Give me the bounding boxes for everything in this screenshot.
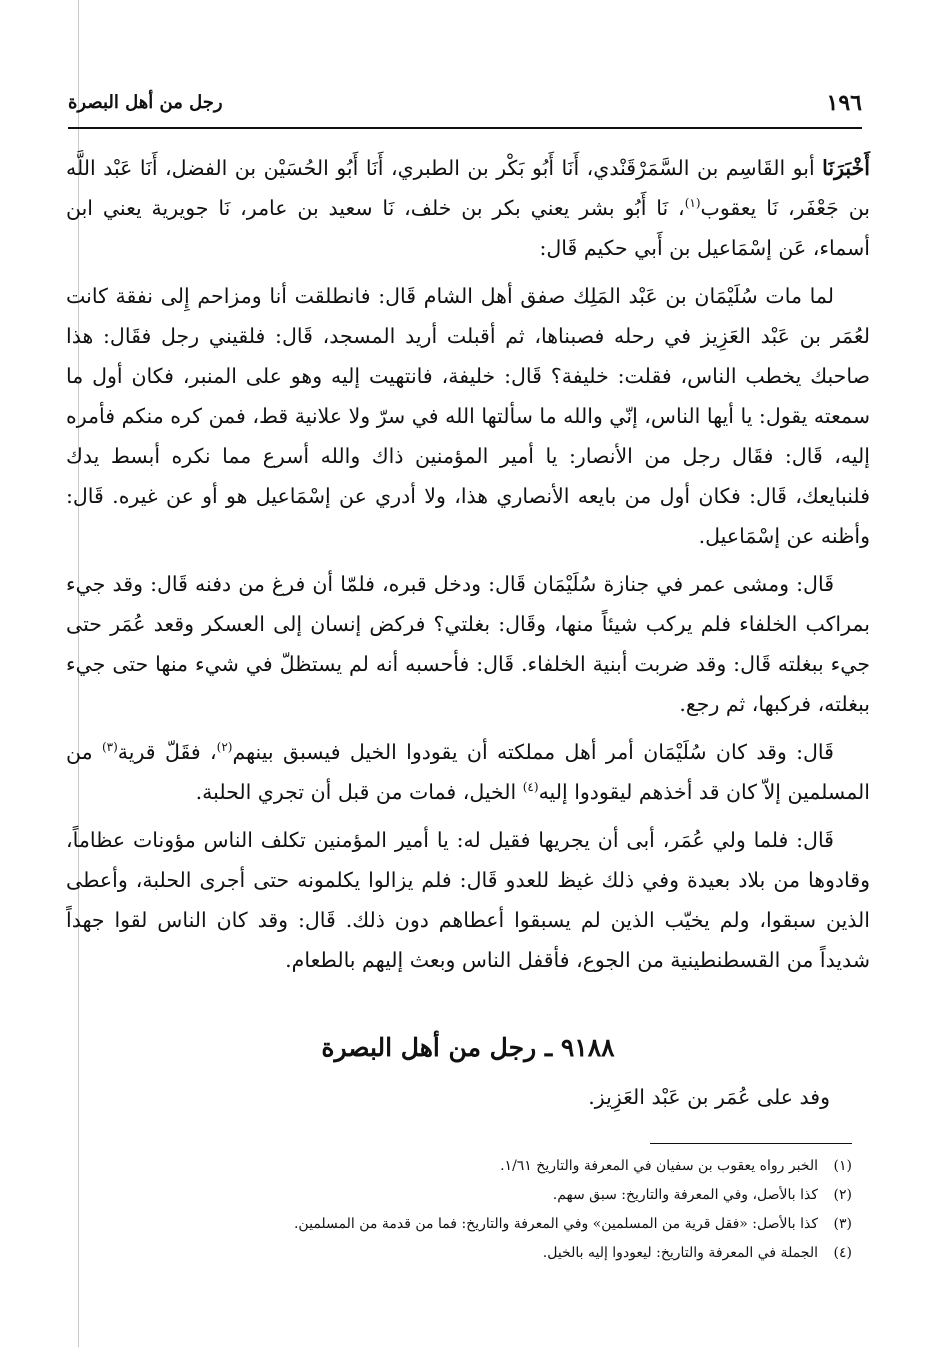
footnote-text: كذا بالأصل، وفي المعرفة والتاريخ: سبق سهم. <box>552 1187 818 1203</box>
footnote-number: (٣) <box>833 1216 852 1232</box>
paragraph-4 <box>66 732 870 812</box>
page-number: ١٩٦ <box>826 90 862 116</box>
footnote-rule <box>650 1143 852 1144</box>
paragraph-2: لما مات سُلَيْمَان بن عَبْد المَلِك صفق أهل الشام قَال: فانطلقت أنا ومزاحم إِلى نفقة كانت لعُمَر بن عَبْد العَزِيز في رحله فصبناها، ثم أقبلت أريد المسجد، قَال: فلقيني رجل فقَال: هذا صاحبك يخطب الناس، فقلت: خليفة؟ قَال: خليفة، فانتهيت إليه وهو على المنبر، فكان أول ما سمعته يقول: يا أيها الناس، إنّي والله ما سألتها الله في سرّ ولا علانية قط، فمن كره منكم فأمره إليه، قَال: فقَال رجل من الأنصار: يا أمير المؤمنين ذاك والله أسرع مما نكره أبسط يدك فلنبايعك، قَال: فكان أول من بايعه الأنصاري هذا، ولا أدري عن إسْمَاعيل هو أو عن غيره. قَال: وأظنه عن إسْمَاعيل. <box>66 284 870 548</box>
header-rule <box>68 127 862 129</box>
p4-text-b: ، فقَلّ قرية <box>117 740 217 764</box>
paragraph-5: قَال: فلما ولي عُمَر، أبى أن يجريها فقيل له: يا أمير المؤمنين تكلف الناس مؤونات عظاماً، وقادوها من بلاد بعيدة وفي ذلك غيظ للعدو قَال: فلم يزالوا يكلمونه حتى أجرى الحلبة، وأعطى الذين سبقوا، ولم يخيّب الذين لم يسبقوا أعطاهم دون ذلك. قَال: وقد كان الناس لقوا جهداً شديداً من القسطنطينية من الجوع، فأقفل الناس وبعث إليهم بالطعام. <box>66 828 870 972</box>
footnote-2 <box>90 1181 852 1210</box>
footnotes <box>90 1152 852 1268</box>
p4-text-c: من المسلمين إلاّ كان قد أخذهم ليقودوا إليه <box>66 740 870 804</box>
footnote-ref-1[interactable]: (١) <box>684 196 701 211</box>
p4-text-a: قَال: وقد كان سُلَيْمَان أمر أهل مملكته أن يقودوا الخيل فيسبق بينهم <box>232 740 834 764</box>
entry-text: وفد على عُمَر بن عَبْد العَزِيز. <box>588 1085 830 1109</box>
footnote-1 <box>90 1152 852 1181</box>
running-header <box>68 88 862 120</box>
footnote-number: (٢) <box>833 1187 852 1203</box>
lead-word: أَخْبَرَنَا <box>822 156 870 180</box>
footnote-ref-4[interactable]: (٤) <box>522 780 539 795</box>
footnote-4 <box>90 1239 852 1268</box>
footnote-ref-2[interactable]: (٢) <box>216 740 233 755</box>
footnote-3 <box>90 1210 852 1239</box>
paragraph-3: قَال: ومشى عمر في جنازة سُلَيْمَان قَال: ودخل قبره، فلمّا أن فرغ من دفنه قَال: وقد جيء بمراكب الخلفاء فلم يركب شيئاً منها، وقَال: بغلتي؟ فركض إنسان إلى العسكر وقعد عُمَر حتى جيء ببغلته قَال: وقد ضربت أبنية الخلفاء. قَال: فأحسبه أنه لم يستظلّ في شيء منها حتى جيء ببغلته، فركبها، ثم رجع. <box>66 572 870 716</box>
footnote-text: الخبر رواه يعقوب بن سفيان في المعرفة والتاريخ ١/٦١. <box>500 1158 818 1174</box>
footnote-number: (١) <box>833 1158 852 1174</box>
isnad-text-a: أبو القَاسِم بن السَّمَرْقَنْدي، أَنَا أَبُو بَكْر بن الطبري، أَنَا أَبُو الحُسَيْن بن الفضل، أَنَا عَبْد اللَّه بن جَعْفَر، نَا يعقوب <box>66 156 870 220</box>
paragraph-isnad <box>66 148 870 268</box>
entry-heading: ٩١٨٨ ـ رجل من أهل البصرة <box>321 1033 615 1062</box>
footnote-text: الجملة في المعرفة والتاريخ: ليعودوا إليه بالخيل. <box>542 1245 818 1261</box>
isnad-text-b: ، نَا أَبُو بشر يعني بكر بن خلف، نَا سعيد بن عامر، نَا جويرية يعني ابن أسماء، عَن إسْمَاعيل بن أَبي حكيم قَال: <box>66 196 870 260</box>
footnote-ref-3[interactable]: (٣) <box>101 740 118 755</box>
footnote-text: كذا بالأصل: «فقل قرية من المسلمين» وفي المعرفة والتاريخ: فما من قدمة من المسلمين. <box>293 1216 818 1232</box>
footnote-number: (٤) <box>833 1245 852 1261</box>
main-text <box>66 148 870 988</box>
running-title: رجل من أهل البصرة <box>68 92 223 113</box>
p4-text-d: الخيل، فمات من قبل أن تجري الحلبة. <box>195 780 523 804</box>
